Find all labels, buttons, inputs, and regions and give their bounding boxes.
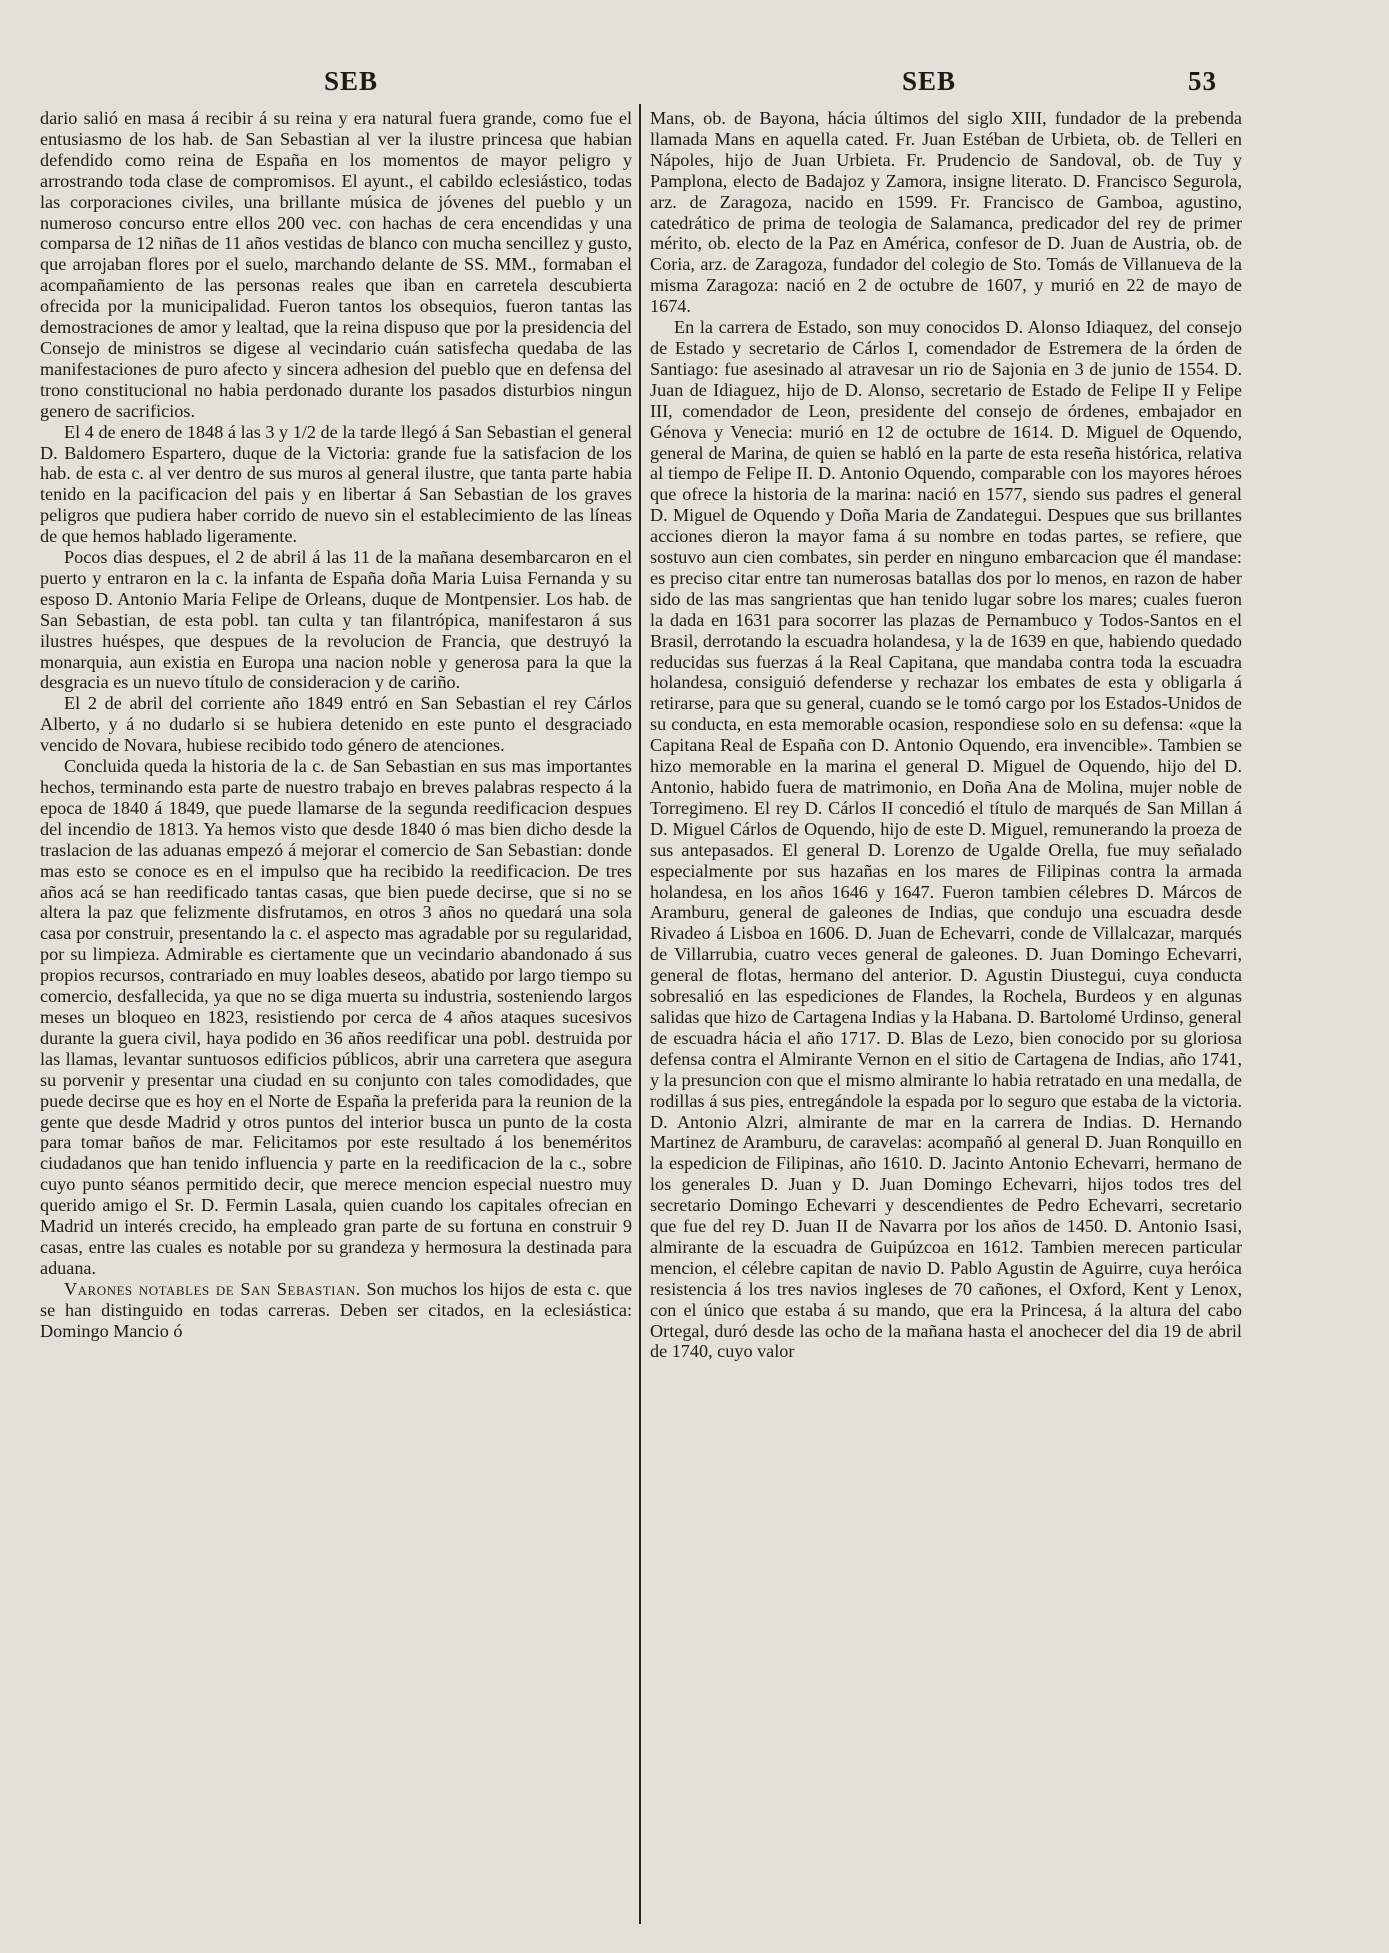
left-running-head: SEB	[324, 66, 379, 96]
left-column	[40, 108, 632, 1938]
paragraph	[40, 1279, 632, 1342]
page-header	[36, 66, 1236, 106]
paragraph: El 4 de enero de 1848 á las 3 y 1/2 de la tarde llegó á San Sebastian el general D. Baldomero Espartero, duque de la Victoria: grande fue la satisfacion de los hab. de esta c. al ver dentro de sus muros al general ilustre, que tanta parte habia tenido en la pacificacion del pais y en libertar á San Sebastian de los graves peligros que pudiera haber corrido de nuevo sin el establecimiento de las líneas de que hemos hablado ligeramente.	[40, 421, 632, 547]
paragraph: Concluida queda la historia de la c. de San Sebastian en sus mas importantes hechos, terminando esta parte de nuestro trabajo en breves palabras respecto á la epoca de 1840 á 1849, que puede llamarse de la segunda reedificacion despues del incendio de 1813. Ya hemos visto que desde 1840 ó mas bien dicho desde la traslacion de las aduanas empezó á mejorar el comercio de San Sebastian: donde mas esto se conoce es en el impulso que ha recibido la reedificacion. De tres años acá se han reedificado tantas casas, que bien puede decirse, que si no se altera la paz que felizmente disfrutamos, en otros 3 años no quedará una sola casa por construir, presentando la c. el aspecto mas agradable por su regularidad, por su limpieza. Admirable es ciertamente que un vecindario abandonado á sus propios recursos, contrariado en muy loables deseos, abatido por largo tiempo su comercio, desfallecida, ya que no se diga muerta su industria, sosteniendo largos meses un bloqueo en 1823, resistiendo por cerca de 4 años ataques sucesivos durante la guera civil, haya podido en 36 años reedificar una pobl. destruida por las llamas, levantar suntuosos edificios públicos, abrir una carretera que asegura su porvenir y presentar una ciudad en su conjunto con tales comodidades, que puede decirse que es hoy en el Norte de España la preferida para la reunion de la gente que desde Madrid y otros puntos del interior busca un punto de la costa para tomar baños de mar. Felicitamos por este resultado á los beneméritos ciudadanos que han tenido influencia y parte en la reedificacion de la c., sobre cuyo punto séanos permitido decir, que merece mencion especial nuestro muy querido amigo el Sr. D. Fermin Lasala, quien cuando los capitales ofrecian en Madrid un interés crecido, ha empleado gran parte de su fortuna en construir 9 casas, entre las cuales es notable por su grandeza y hermosura la destinada para aduana.	[40, 756, 632, 1278]
paragraph: El 2 de abril del corriente año 1849 entró en San Sebastian el rey Cárlos Alberto, y á no dudarlo si se hubiera detenido en este punto el desgraciado vencido de Novara, hubiese recibido todo género de atenciones.	[40, 693, 632, 756]
paragraph: En la carrera de Estado, son muy conocidos D. Alonso Idiaquez, del consejo de Estado y secretario de Cárlos I, comendador de Estremera de la órden de Santiago: fue asesinado al atravesar un rio de Sajonia en 3 de junio de 1554. D. Juan de Idiaguez, hijo de D. Alonso, secretario de Estado de Felipe II y Felipe III, comendador de Leon, presidente del consejo de órdenes, embajador en Génova y Venecia: murió en 12 de octubre de 1614. D. Miguel de Oquendo, general de Marina, de quien se habló en la parte de esta reseña histórica, relativa al tiempo de Felipe II. D. Antonio Oquendo, comparable con los mayores héroes que ofrece la historia de la marina: nació en 1577, siendo sus padres el general D. Miguel de Oquendo y Doña Maria de Zandategui. Despues que sus brillantes acciones dieron la mayor fama á su nombre en todas partes, se refiere, que sostuvo aun cien combates, sin perder en ninguno embarcacion que él mandase: es preciso citar entre tan numerosas batallas dos por lo menos, en razon de haber sido de las mas sangrientas que han tenido lugar sobre los mares; cuales fueron la dada en 1631 para socorrer las plazas de Pernambuco y Todos-Santos en el Brasil, derrotando la escuadra holandesa, y la de 1639 en que, habiendo quedado reducidas sus fuerzas á la Real Capitana, que mandaba contra toda la escuadra holandesa, consiguió defenderse y rechazar los embates de esta y obligarla á retirarse, para que su general, cuando se le tomó cargo por los Estados-Unidos de su conducta, en esta memorable ocasion, respondiese solo en su defensa: «que la Capitana Real de España con D. Antonio Oquendo, era invencible». Tambien se hizo memorable en la marina el general D. Miguel de Oquendo, hijo del D. Antonio, habido fuera de matrimonio, en Doña Ana de Molina, mujer noble de Torregimeno. El rey D. Cárlos II concedió el título de marqués de San Millan á D. Miguel Cárlos de Oquendo, hijo de este D. Miguel, remunerando la proeza de sus antepasados. El general D. Lorenzo de Ugalde Orella, fue muy señalado especialmente por sus hazañas en los mares de Filipinas contra la armada holandesa, en los años 1646 y 1647. Fueron tambien célebres D. Márcos de Aramburu, general de galeones de Indias, que condujo una escuadra desde Rivadeo á Lisboa en 1606. D. Juan de Echevarri, conde de Villalcazar, marqués de Villarrubia, cuatro veces general de galeones. D. Juan Domingo Echevarri, general de flotas, hermano del anterior. D. Agustin Diustegui, cuya conducta sobresalió en las espediciones de Flandes, la Rochela, Burdeos y en algunas salidas que hizo de Cartagena Indias y la Habana. D. Bartolomé Urdinso, general de escuadra hácia el año 1717. D. Blas de Lezo, bien conocido por su gloriosa defensa contra el Almirante Vernon en el sitio de Cartagena de Indias, año 1741, y la presuncion con que el mismo almirante lo habia retratado en una medalla, de rodillas á sus pies, entregándole la espada por lo seguro que estaba de la victoria. D. Antonio Alzri, almirante de mar en la carrera de Indias. D. Hernando Martinez de Aramburu, de caravelas: acompañó al general D. Juan Ronquillo en la espedicion de Filipinas, año 1610. D. Jacinto Antonio Echevarri, hermano de los generales D. Juan y D. Juan Domingo Echevarri, hijos todos tres del secretario Domingo Echevarri y descendientes de Pedro Echevarri, secretario que fue del rey D. Juan II de Navarra por los años de 1450. D. Antonio Isasi, almirante de la escuadra de Guipúzcoa en 1612. Tambien merecen particular mencion, el célebre capitan de navio D. Pablo Agustin de Aguirre, cuya heróica resistencia á los tres navios ingleses de 70 cañones, el Oxford, Kent y Lenox, con el único que estaba á su mando, que era la Princesa, á la altura del cabo Ortegal, duró desde las ocho de la mañana hasta el anochecer del dia 19 de abril de 1740, cuyo valor	[650, 317, 1242, 1362]
paragraph: Pocos dias despues, el 2 de abril á las 11 de la mañana desembarcaron en el puerto y entraron en la c. la infanta de España doña Maria Luisa Fernanda y su esposo D. Antonio Maria Felipe de Orleans, duque de Montpensier. Los hab. de San Sebastian, de esta pobl. tan culta y tan filantrópica, manifestaron á sus ilustres huéspes, que despues de la revolucion de Francia, que destruyó la monarquia, aun existia en Europa una nacion noble y generosa para la que la desgracia es un nuevo título de consideracion y de cariño.	[40, 547, 632, 693]
right-running-head: SEB	[902, 66, 957, 96]
paragraph: dario salió en masa á recibir á su reina y era natural fuera grande, como fue el entusiasmo de los hab. de San Sebastian al ver la ilustre princesa que habian defendido como reina de España en los momentos de mayor peligro y arrostrando toda clase de compromisos. El ayunt., el cabildo eclesiástico, todas las corporaciones civiles, una brillante música de jóvenes del pueblo y un numeroso concurso entre ellos 200 vec. con hachas de cera encendidas y una comparsa de 12 niñas de 11 años vestidas de blanco con mucha sencillez y gusto, que arrojaban flores por el suelo, marchando delante de SS. MM., formaban el acompañamiento de las personas reales que iban en carretela descubierta ofrecida por la municipalidad. Fueron tantos los obsequios, fueron tantas las demostraciones de amor y lealtad, que la reina dispuso que por la presidencia del Consejo de ministros se digese al vecindario cuán satisfecha quedaba de las manifestaciones de puro afecto y sincera adhesion del pueblo que en defensa del trono constitucional no habia perdonado durante los pasados disturbios ningun genero de sacrificios.	[40, 108, 632, 421]
right-column	[650, 108, 1242, 1938]
paragraph: Mans, ob. de Bayona, hácia últimos del siglo XIII, fundador de la prebenda llamada Mans en aquella cated. Fr. Juan Estéban de Urbieta, ob. de Telleri en Nápoles, hijo de Juan Urbieta. Fr. Prudencio de Sandoval, ob. de Tuy y Pamplona, electo de Badajoz y Zamora, insigne literato. D. Francisco Segurola, arz. de Zaragoza, nacido en 1599. Fr. Francisco de Gamboa, agustino, catedrático de prima de teologia de Salamanca, predicador del rey de primer mérito, ob. electo de la Paz en América, confesor de D. Juan de Austria, ob. de Coria, arz. de Zaragoza, fundador del colegio de Sto. Tomás de Villanueva de la misma Zaragoza: nació en 2 de octubre de 1607, y murió en 22 de mayo de 1674.	[650, 108, 1242, 317]
section-heading: Varones notables de San Sebastian.	[64, 1278, 361, 1299]
paragraph-text: Son muchos los hijos de esta c. que se han distinguido en todas carreras. Deben ser citados, en la eclesiástica: Domingo Mancio ó	[40, 1278, 632, 1341]
page-number: 53	[1188, 66, 1217, 96]
column-divider	[639, 104, 641, 1924]
